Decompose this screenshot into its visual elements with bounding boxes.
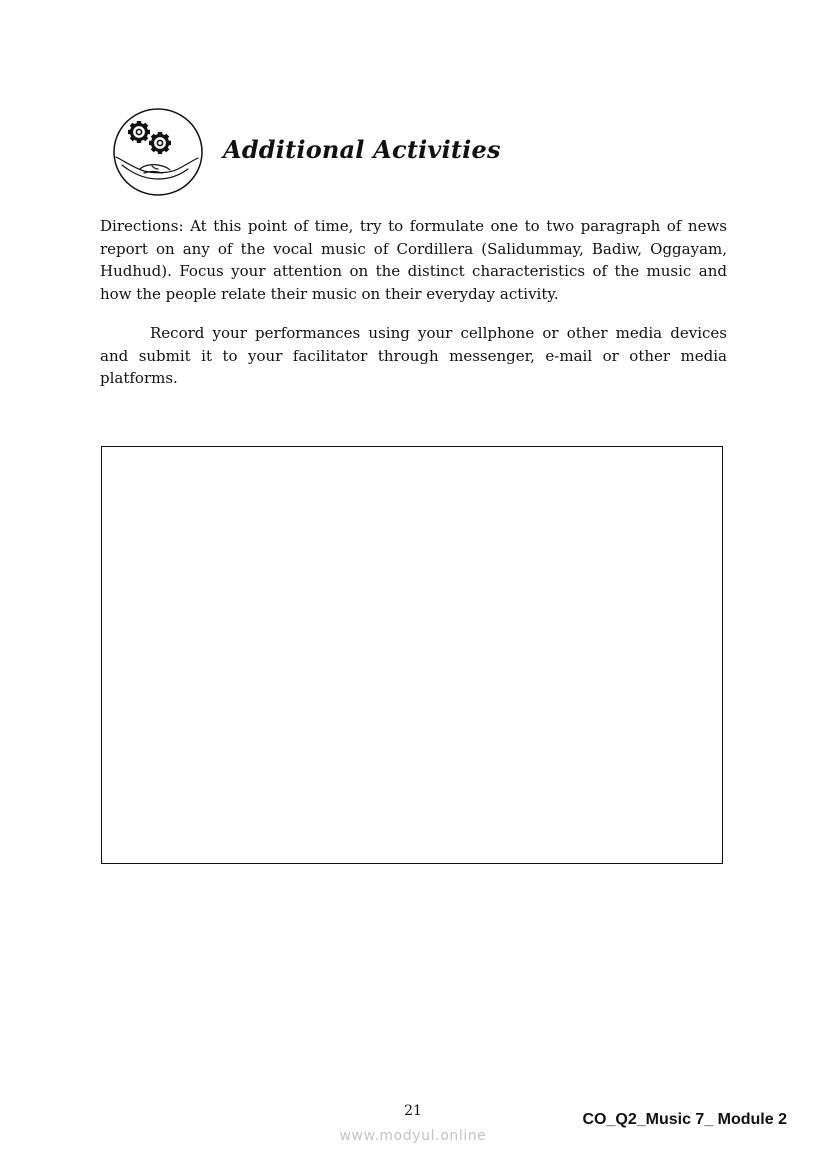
section-title: Additional Activities	[223, 135, 501, 164]
module-code: CO_Q2_Music 7_ Module 2	[582, 1111, 787, 1128]
directions-paragraph: Directions: At this point of time, try to formulate one to two paragraph of news report on any of the vocal music of Cordillera (Salidummay, Badiw, Oggayam, Hudhud). Focus your attention on the distinct characteristics of the music and how the people relate their music on their everyday activity.	[100, 217, 727, 303]
page-number: 21	[404, 1103, 422, 1119]
answer-box	[101, 446, 723, 864]
gears-on-hand-icon	[112, 107, 204, 197]
watermark: www.modyul.online	[339, 1128, 487, 1144]
instructions-paragraph: Record your performances using your cellphone or other media devices and submit it to your facilitator through messenger, e-mail or other media platforms.	[100, 324, 727, 387]
